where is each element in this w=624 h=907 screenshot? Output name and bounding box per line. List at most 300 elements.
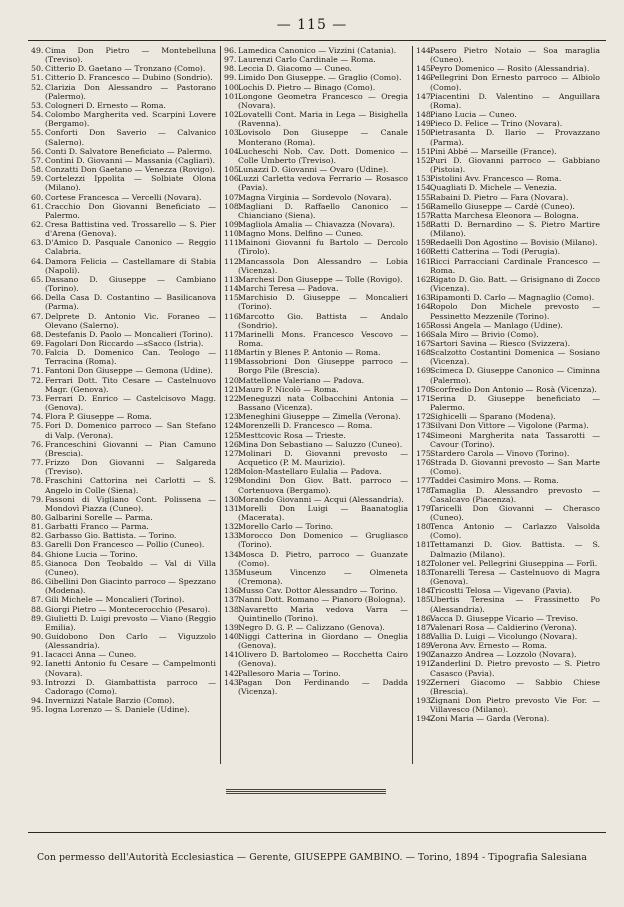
list-item (224, 467, 408, 476)
entry-number: 156. (416, 201, 434, 211)
entry-number: 166. (416, 329, 434, 339)
entry-number: 91. (31, 650, 44, 660)
entries-columns (28, 46, 606, 764)
entry-number: 110. (224, 229, 242, 239)
entry-text: Tamaglia D. Alessandro prevosto — Casalcavo (Piacenza). (430, 485, 600, 504)
list-item (224, 412, 408, 421)
entry-number: 103. (224, 128, 242, 138)
list-item (224, 220, 408, 229)
entry-number: 100. (224, 82, 242, 92)
entry-number: 193. (416, 696, 434, 706)
list-item (416, 696, 600, 714)
entry-number: 152. (416, 155, 434, 165)
entry-text: Piano Lucia — Cuneo. (430, 110, 517, 120)
entry-number: 175. (416, 448, 434, 458)
list-item (31, 476, 216, 494)
entry-number: 135. (224, 567, 242, 577)
entry-text: Magno Mons. Delfino — Cuneo. (238, 229, 364, 239)
entry-number: 55. (31, 128, 44, 138)
entry-text: Garbatti Franco — Parma. (45, 522, 149, 532)
entry-text: Sighicelli — Sparano (Modena). (430, 412, 556, 422)
list-item (416, 559, 600, 568)
list-item (224, 147, 408, 165)
list-item (416, 202, 600, 211)
list-item (224, 46, 408, 55)
entry-number: 159. (416, 238, 434, 248)
entry-text: Pistolini Avv. Francesco — Roma. (430, 174, 562, 184)
entry-number: 59. (31, 174, 44, 184)
entry-number: 171. (416, 393, 434, 403)
list-item (224, 202, 408, 220)
entry-text: Peyro Domenico — Rosito (Alessandria). (430, 64, 590, 74)
entry-text: Cortese Francesca — Vercelli (Novara). (45, 192, 202, 202)
list-item (31, 550, 216, 559)
entry-number: 194. (416, 714, 434, 724)
entry-number: 174. (416, 430, 434, 440)
entry-number: 65. (31, 274, 44, 284)
entry-text: Ubertis Teresina — Frassinetto Po (Alessandria). (430, 595, 600, 614)
entry-number: 122. (224, 393, 242, 403)
list-item (224, 348, 408, 357)
list-item (224, 586, 408, 595)
entry-number: 69. (31, 339, 44, 348)
list-item (416, 385, 600, 394)
entry-text: Pellegrini Don Ernesto parroco — Albiolo (Como). (430, 73, 600, 92)
entry-text: Morenzelli D. Francesco — Roma. (238, 421, 373, 431)
entry-text: Puri D. Giovanni parroco — Gabbiano (Pistoia). (430, 155, 600, 175)
entry-text: Mina Don Sebastiano — Saluzzo (Cuneo). (238, 439, 403, 449)
entry-number: 66. (31, 293, 44, 303)
entry-text: Della Casa D. Costantino — Basilicanova (Parma). (45, 293, 216, 312)
entry-text: Mosca D. Pietro, parroco — Guanzate (Como). (238, 549, 408, 568)
entry-number: 57. (31, 155, 44, 165)
list-item (31, 495, 216, 513)
entry-text: Sartori Savina — Riesco (Svizzera). (430, 339, 571, 348)
list-item (31, 605, 216, 614)
entry-number: 93. (31, 677, 44, 687)
entry-number: 182. (416, 558, 434, 568)
entry-number: 123. (224, 412, 242, 422)
entry-number: 64. (31, 256, 44, 266)
entry-text: Scalzotto Costantini Domenica — Sosiano (Vicenza). (430, 348, 600, 367)
list-item (224, 632, 408, 650)
list-item (224, 385, 408, 394)
entry-text: Verona Avv. Ernesto — Roma. (430, 641, 547, 651)
list-item (224, 275, 408, 284)
entry-number: 58. (31, 165, 44, 175)
entry-number: 107. (224, 192, 242, 202)
entry-number: 54. (31, 110, 44, 120)
entry-text: Zanderlini D. Pietro prevosto — S. Pietro Casasco (Pavia). (430, 659, 600, 678)
entry-text: Introzzi D. Giambattista parroco — Cadorago (Como). (45, 677, 216, 696)
list-item (224, 110, 408, 128)
list-item (224, 330, 408, 348)
entry-number: 125. (224, 430, 242, 440)
entry-number: 88. (31, 604, 44, 614)
list-item (224, 522, 408, 531)
list-item (224, 357, 408, 375)
list-item (416, 348, 600, 366)
list-item (416, 302, 600, 320)
list-item (31, 174, 216, 192)
entry-text: Gianoca Don Teobaldo — Val di Villa (Cuneo). (45, 558, 216, 577)
entry-text: Simeoni Margherita nata Tassarotti — Cavour (Torino). (430, 430, 600, 449)
list-item (31, 83, 216, 101)
entry-text: Delprete D. Antonio Vic. Foraneo — Olevano (Salerno). (45, 311, 216, 330)
entry-number: 149. (416, 119, 434, 129)
entry-number: 86. (31, 577, 44, 587)
list-item (416, 431, 600, 449)
entry-number: 70. (31, 348, 44, 358)
entry-text: Magna Virginia — Sordevolo (Novara). (238, 192, 392, 202)
list-item (224, 293, 408, 311)
entry-text: Pini Abbé — Marseille (France). (430, 146, 557, 156)
entry-text: Valenari Rosa — Caldierino (Verona). (430, 622, 577, 632)
entry-number: 141. (224, 650, 242, 660)
list-item (224, 650, 408, 668)
entry-text: Colombo Margherita ved. Scarpini Lovere (Bergamo). (45, 110, 216, 129)
entry-number: 176. (416, 458, 434, 468)
entry-number: 111. (224, 238, 242, 248)
list-item (31, 275, 216, 293)
list-item (224, 678, 408, 696)
entry-number: 56. (31, 146, 44, 156)
entry-number: 179. (416, 503, 434, 513)
entry-number: 78. (31, 476, 44, 486)
list-item (224, 193, 408, 202)
entry-text: Zerneri Giacomo — Sabbio Chiese (Brescia). (430, 677, 600, 696)
entry-text: Sala Miro — Brivio (Como). (430, 329, 539, 339)
entry-text: Ghione Lucia — Torino. (45, 549, 138, 559)
entry-number: 162. (416, 274, 434, 284)
entry-text: Mauro P. Nicolò — Roma. (238, 384, 339, 394)
list-item (416, 339, 600, 348)
entry-number: 150. (416, 128, 434, 138)
list-item (416, 623, 600, 632)
entry-text: Pallesoro Maria — Torino. (238, 668, 341, 678)
entry-text: Cracchio Don Giovanni Beneficiato — Palermo. (45, 201, 216, 220)
entry-text: Fantoni Don Giuseppe — Gemona (Udine). (45, 366, 213, 376)
list-item (31, 559, 216, 577)
list-item (224, 165, 408, 174)
list-item (416, 220, 600, 238)
entry-text: Musso Cav. Dottor Alessandro — Torino. (238, 586, 398, 596)
entry-text: Iacacci Anna — Cuneo. (45, 650, 137, 660)
entry-number: 128. (224, 467, 242, 477)
list-item (224, 449, 408, 467)
entry-text: Giulietti D. Luigi prevosto — Viano (Reggio Emilia). (45, 613, 216, 632)
list-item (31, 531, 216, 540)
entry-number: 85. (31, 558, 44, 568)
list-item (224, 174, 408, 192)
list-item (224, 312, 408, 330)
list-item (416, 147, 600, 156)
column-1 (28, 46, 220, 764)
list-item (224, 605, 408, 623)
column-3 (412, 46, 604, 764)
entry-number: 104. (224, 146, 242, 156)
top-rule (28, 40, 606, 41)
entry-number: 163. (416, 293, 434, 303)
entry-text: Scimeca D. Giuseppe Canonico — Ciminna (Palermo). (430, 366, 600, 385)
entry-number: 106. (224, 174, 242, 184)
list-item (224, 55, 408, 64)
entry-text: Mancassola Don Alessandro — Lobia (Vicenza). (238, 256, 408, 275)
list-item (224, 229, 408, 238)
entry-text: Stardero Carola — Vinovo (Torino). (430, 448, 570, 458)
list-item (224, 64, 408, 73)
bottom-rule (28, 832, 606, 833)
entry-number: 177. (416, 476, 434, 486)
list-item (416, 174, 600, 183)
entry-text: Lovisolo Don Giuseppe — Canale Monterano (Roma). (238, 128, 408, 147)
column-2 (220, 46, 412, 764)
entry-number: 144. (416, 46, 434, 55)
list-item (224, 394, 408, 412)
entry-text: Lochis D. Pietro — Binago (Como). (238, 82, 376, 92)
entry-number: 142. (224, 668, 242, 678)
entry-number: 143. (224, 677, 242, 687)
page-number: — 115 — (276, 17, 348, 33)
entry-text: Ianetti Antonio fu Cesare — Campelmonti (Novara). (45, 659, 216, 678)
list-item (31, 220, 216, 238)
entry-number: 191. (416, 659, 434, 669)
entry-number: 77. (31, 458, 44, 468)
entry-number: 155. (416, 192, 434, 202)
list-item (224, 421, 408, 430)
list-item (31, 513, 216, 522)
entry-text: Olivero D. Bartolomeo — Rocchetta Cairo (Genova). (238, 650, 408, 669)
list-item (416, 128, 600, 146)
entry-number: 138. (224, 604, 242, 614)
entry-number: 139. (224, 622, 242, 632)
entry-text: Marinelli Mons. Francesco Vescovo — Roma. (238, 329, 408, 348)
entry-number: 151. (416, 146, 434, 156)
entry-text: Magliani D. Raffaello Canonico — Chianciano (Siena). (238, 201, 408, 220)
list-item (31, 193, 216, 202)
entry-text: Lamedica Canonico — Vizzini (Catania). (238, 46, 397, 55)
entry-text: Redaelli Don Agostino — Bovisio (Milano). (430, 238, 598, 248)
list-item (31, 678, 216, 696)
entry-number: 146. (416, 73, 434, 83)
entry-text: Lovatelli Cont. Maria in Lega — Bisighella (Ravenna). (238, 110, 408, 129)
list-item (416, 275, 600, 293)
entry-number: 90. (31, 632, 44, 641)
entry-number: 75. (31, 421, 44, 431)
entry-number: 74. (31, 412, 44, 422)
entry-text: Marchisio D. Giuseppe — Moncalieri (Torino). (238, 293, 408, 312)
list-item (224, 669, 408, 678)
list-item (31, 705, 216, 714)
entry-text: Toloner vel. Pellegrini Giuseppina — Forlì. (430, 558, 598, 568)
entry-text: Garelli Don Francesco — Pollio (Cuneo). (45, 540, 205, 550)
entry-number: 63. (31, 238, 44, 248)
imprint-footer: Con permesso dell'Autorità Ecclesiastica — Gerente, GIUSEPPE GAMBINO. — Torino, 1894 - Tipografia Salesiana (36, 852, 588, 863)
list-item (224, 73, 408, 82)
entry-number: 105. (224, 165, 242, 175)
entry-text: Franceschini Giovanni — Pian Camuno (Brescia). (45, 439, 216, 458)
entry-text: Destefanis D. Paolo — Moncalieri (Torino). (45, 329, 214, 339)
entry-number: 185. (416, 595, 434, 605)
entry-number: 53. (31, 100, 44, 110)
entry-text: Serina D. Giuseppe beneficiato — Palermo. (430, 393, 600, 413)
list-item (224, 595, 408, 604)
list-item (416, 632, 600, 641)
entry-text: Zanazzo Andrea — Lozzolo (Novara). (430, 650, 577, 660)
entry-number: 108. (224, 201, 242, 211)
entry-number: 178. (416, 485, 434, 495)
list-item (416, 412, 600, 421)
list-item (416, 421, 600, 430)
entry-text: Mattellone Valeriano — Padova. (238, 375, 365, 385)
entry-number: 133. (224, 531, 242, 541)
list-item (224, 568, 408, 586)
list-item (31, 577, 216, 595)
entry-text: Giorgi Pietro — Montecerocchio (Pesaro). (45, 604, 211, 614)
list-item (416, 522, 600, 540)
entry-number: 76. (31, 439, 44, 449)
entry-text: Cortelezzi Ippolita — Solbiate Olona (Milano). (45, 174, 216, 193)
list-item (416, 293, 600, 302)
list-item (31, 696, 216, 705)
entry-number: 134. (224, 549, 242, 559)
list-item (416, 568, 600, 586)
entry-text: Navaretto Maria vedova Varra — Quintinello (Torino). (238, 604, 408, 623)
list-item (31, 64, 216, 73)
list-item (224, 504, 408, 522)
entry-number: 187. (416, 622, 434, 632)
entry-text: Ricci Parracciani Cardinale Francesco — Roma. (430, 256, 600, 275)
list-item (224, 128, 408, 146)
entry-text: Marcotto Gio. Battista — Andalo (Sondrio). (238, 311, 408, 330)
entry-number: 172. (416, 412, 434, 422)
list-item (31, 257, 216, 275)
list-item (31, 394, 216, 412)
entry-text: Leccia D. Giacomo — Cuneo. (238, 64, 353, 74)
list-item (31, 101, 216, 110)
list-item (416, 486, 600, 504)
list-item (416, 193, 600, 202)
entry-text: Morando Giovanni — Acqui (Alessandria). (238, 494, 404, 504)
list-item (416, 476, 600, 485)
entry-number: 62. (31, 219, 44, 229)
list-item (224, 257, 408, 275)
entry-number: 189. (416, 641, 434, 651)
entry-text: Rigato D. Gio. Batt. — Grisignano di Zocco (Vicenza). (430, 274, 600, 294)
entry-text: Dassano D. Giuseppe — Cambiano (Torino). (45, 274, 216, 294)
entry-number: 136. (224, 586, 242, 596)
entry-text: Frizzo Don Giovanni — Salgareda (Treviso). (45, 458, 216, 477)
entry-text: Invernizzi Natale Barzio (Como). (45, 696, 175, 706)
entry-text: Ferrari Dott. Tito Cesare — Castelnuovo Magr. (Genova). (45, 375, 216, 394)
entry-text: Negro D. G. P. — Calizzano (Genova). (238, 622, 385, 632)
entry-number: 71. (31, 366, 44, 376)
entry-text: Mondini Don Giov. Batt. parroco — Cortenuova (Bergamo). (238, 476, 408, 495)
entry-text: Tettamanzi D. Giov. Battista. — S. Dalmazio (Milano). (430, 540, 600, 559)
list-item (416, 64, 600, 73)
list-item (31, 421, 216, 439)
entry-text: D'Amico D. Pasquale Canonico — Reggio Calabria. (45, 238, 216, 257)
list-item (224, 376, 408, 385)
list-item (416, 183, 600, 192)
list-item (31, 128, 216, 146)
entry-text: Morocco Don Domenico — Grugliasco (Torino). (238, 531, 408, 550)
entry-number: 117. (224, 329, 242, 339)
entry-number: 94. (31, 696, 44, 706)
list-item (416, 73, 600, 91)
entry-text: Cima Don Pietro — Montebelluna (Treviso). (45, 46, 216, 65)
entry-number: 192. (416, 677, 434, 687)
entry-number: 126. (224, 439, 242, 449)
entry-number: 157. (416, 210, 434, 220)
entry-number: 60. (31, 192, 44, 202)
entry-text: Marchi Teresa — Padova. (238, 284, 339, 294)
entry-text: Magliola Amalia — Chiavazza (Novara). (238, 219, 396, 229)
entry-number: 190. (416, 650, 434, 660)
entry-text: Mesttcovic Rosa — Trieste. (238, 430, 346, 440)
entry-number: 81. (31, 522, 44, 532)
entry-number: 160. (416, 247, 434, 257)
entry-text: Fori D. Domenico parroco — San Stefano di Valp. (Verona). (45, 421, 216, 440)
entry-number: 148. (416, 110, 434, 120)
list-item (416, 110, 600, 119)
list-item (31, 110, 216, 128)
entry-text: Conzatti Don Gaetano — Venezza (Rovigo). (45, 165, 216, 175)
entry-number: 167. (416, 339, 434, 348)
entry-number: 120. (224, 375, 242, 385)
entry-number: 164. (416, 302, 434, 312)
entry-text: Ferrari D. Enrico — Castelcisovo Magg. (Genova). (45, 393, 216, 413)
entry-text: Strada D. Giovanni prevosto — San Marte (Como). (430, 458, 600, 477)
list-item (31, 46, 216, 64)
entry-number: 96. (224, 46, 237, 55)
entry-text: Iogna Lorenzo — S. Daniele (Udine). (45, 705, 190, 715)
entry-text: Taddei Casimiro Mons. — Roma. (430, 476, 559, 486)
entry-text: Fagolari Don Riccardo —sSacco (Istria). (45, 339, 204, 348)
entry-text: Retti Catterina — Todi (Perugia). (430, 247, 561, 257)
entry-number: 140. (224, 632, 242, 641)
end-ornament-rule (226, 789, 386, 794)
list-item (416, 330, 600, 339)
list-item (224, 83, 408, 92)
entry-text: Garbasso Gio. Battista. — Torino. (45, 531, 177, 541)
entry-text: Massobrioni Don Giuseppe parroco — Borgo Pile (Brescia). (238, 357, 408, 376)
entry-number: 181. (416, 540, 434, 550)
list-item (224, 550, 408, 568)
list-item (416, 247, 600, 256)
entry-text: Conti D. Salvatore Beneficiato — Palermo. (45, 146, 212, 156)
list-item (416, 366, 600, 384)
list-item (416, 678, 600, 696)
list-item (416, 650, 600, 659)
entry-number: 82. (31, 531, 44, 541)
entry-number: 87. (31, 595, 44, 605)
entry-number: 131. (224, 503, 242, 513)
entry-number: 51. (31, 73, 44, 83)
entry-text: Meneghini Giuseppe — Zimella (Verona). (238, 412, 401, 422)
entry-text: Zignani Don Pietro prevosto Vie For. — Villavesco (Milano). (430, 696, 600, 715)
entry-number: 130. (224, 494, 242, 504)
entry-text: Molon-Mastellaro Eulalia — Padova. (238, 467, 382, 477)
entry-number: 137. (224, 595, 242, 605)
entry-text: Flora P. Giuseppe — Roma. (45, 412, 152, 422)
entry-number: 168. (416, 348, 434, 358)
entry-text: Lunazzi D. Giovanni — Ovaro (Udine). (238, 165, 389, 175)
entry-text: Zoni Maria — Garda (Verona). (430, 714, 550, 724)
entry-number: 116. (224, 311, 242, 321)
list-item (31, 458, 216, 476)
entry-text: Rossi Angela — Manlago (Udine). (430, 320, 563, 330)
